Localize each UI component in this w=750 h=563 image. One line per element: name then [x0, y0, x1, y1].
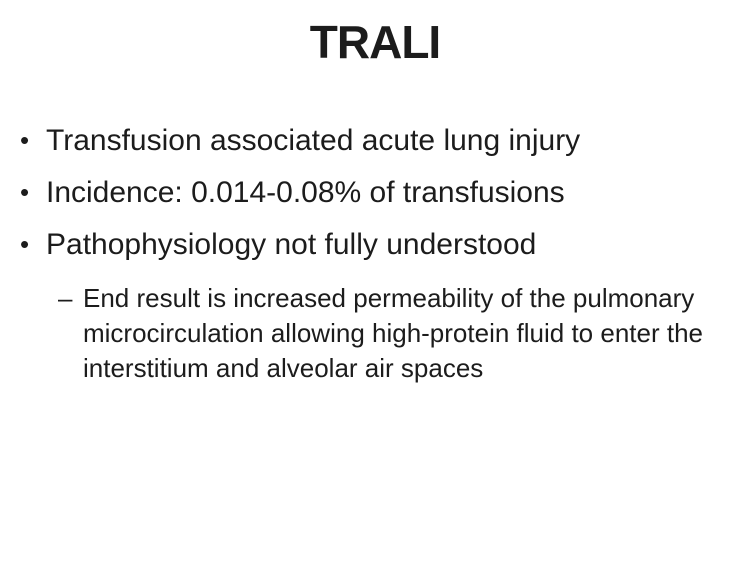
- bullet-item-1: [20, 122, 750, 159]
- dash-icon: –: [58, 283, 73, 313]
- bullet-dot-icon: •: [20, 229, 30, 259]
- slide-title: TRALI: [309, 16, 441, 68]
- bullet-dot-icon: •: [20, 177, 30, 207]
- slide-body: [0, 122, 750, 386]
- bullet-text-2: Incidence: 0.014-0.08% of transfusions: [46, 176, 565, 209]
- bullet-text-1: Transfusion associated acute lung injury: [46, 124, 581, 157]
- bullet-item-2: [20, 174, 750, 211]
- bullet-dot-icon: •: [20, 125, 30, 155]
- sub-bullet-text-1: End result is increased permeability of the pulmonary microcirculation allowing high-protein fluid to enter the interstitium and alveolar air spaces: [83, 283, 703, 383]
- bullet-item-3: [20, 226, 750, 263]
- sub-bullet-item-1: [58, 281, 750, 386]
- bullet-text-3: Pathophysiology not fully understood: [46, 228, 537, 261]
